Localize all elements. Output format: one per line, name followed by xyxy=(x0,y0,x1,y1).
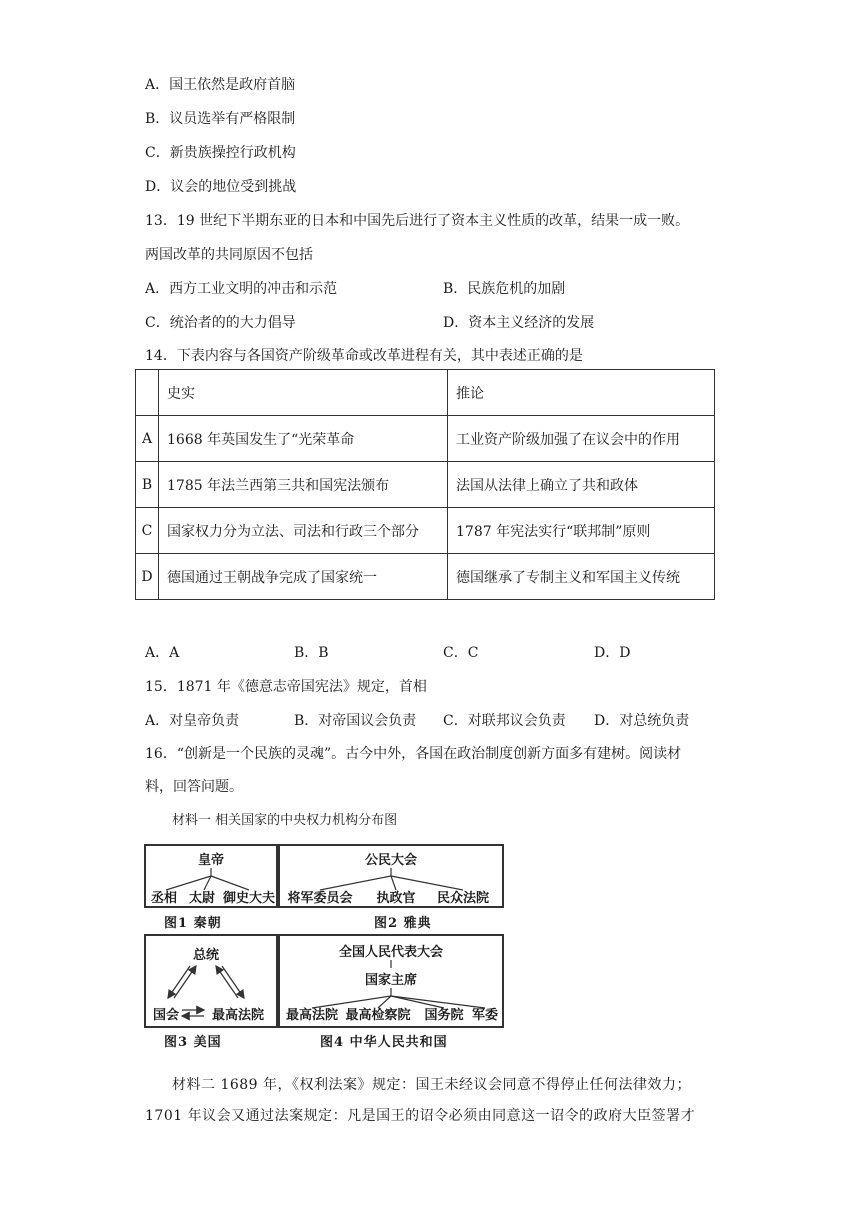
q15-option-b: B．对帝国议会负责 xyxy=(294,713,417,729)
caption-fig4: 图4 中华人民共和国 xyxy=(320,1035,448,1050)
q15-stem: 15．1871 年《德意志帝国宪法》规定，首相 xyxy=(145,679,427,695)
q15-option-d: D．对总统负责 xyxy=(594,713,690,729)
diagram-prc xyxy=(278,934,504,1028)
table-cell-key: D xyxy=(136,554,159,600)
q16-stem-line2: 料，回答问题。 xyxy=(145,779,243,795)
table-cell-key: C xyxy=(136,508,159,554)
q15-option-a: A．对皇帝负责 xyxy=(145,713,240,729)
table-cell-inference: 工业资产阶级加强了在议会中的作用 xyxy=(448,416,715,462)
table-cell-inference: 德国继承了专制主义和军国主义传统 xyxy=(448,554,715,600)
q13-option-a: A．西方工业文明的冲击和示范 xyxy=(145,281,338,297)
table-row xyxy=(136,462,715,508)
qin-chancellor: 丞相 xyxy=(150,891,178,906)
usa-supreme-court: 最高法院 xyxy=(211,1008,265,1023)
table-cell-inference: 1787 年宪法实行“联邦制”原则 xyxy=(448,508,715,554)
diagram-qin xyxy=(144,844,278,908)
table-cell-fact: 国家权力分为立法、司法和行政三个部分 xyxy=(159,508,448,554)
prc-military-commission: 军委 xyxy=(471,1008,499,1023)
table-header-inference: 推论 xyxy=(448,370,715,416)
caption-fig2: 图2 雅典 xyxy=(374,916,432,931)
q13-option-c: C．统治者的的大力倡导 xyxy=(145,315,296,331)
table-header-fact: 史实 xyxy=(159,370,448,416)
qin-censor: 御史大夫 xyxy=(222,891,276,906)
caption-fig3: 图3 美国 xyxy=(164,1035,222,1050)
athens-court: 民众法院 xyxy=(436,891,490,906)
usa-president: 总统 xyxy=(192,948,220,963)
prc-procuratorate: 最高检察院 xyxy=(345,1008,411,1023)
athens-assembly: 公民大会 xyxy=(364,853,418,868)
athens-generals: 将军委员会 xyxy=(287,891,353,906)
material1-title: 材料一 相关国家的中央权力机构分布图 xyxy=(172,813,398,828)
q14-option-b: B．B xyxy=(294,645,329,661)
q13-option-d: D．资本主义经济的发展 xyxy=(443,315,595,331)
table-header-row xyxy=(136,370,715,416)
table-cell-key: A xyxy=(136,416,159,462)
q13-stem-line2: 两国改革的共同原因不包括 xyxy=(145,247,313,263)
q14-stem: 14．下表内容与各国资产阶级革命或改革进程有关，其中表述正确的是 xyxy=(145,348,583,364)
table-row xyxy=(136,508,715,554)
diagram-usa xyxy=(144,934,278,1028)
q12-option-a: A．国王依然是政府首脑 xyxy=(145,77,296,93)
table-row xyxy=(136,416,715,462)
caption-fig1: 图1 秦朝 xyxy=(164,916,222,931)
prc-supreme-court: 最高法院 xyxy=(285,1008,339,1023)
prc-state-council: 国务院 xyxy=(424,1008,464,1023)
q14-option-c: C．C xyxy=(443,645,479,661)
usa-congress: 国会 xyxy=(152,1008,180,1023)
qin-emperor: 皇帝 xyxy=(197,853,225,868)
table-cell-fact: 德国通过王朝战争完成了国家统一 xyxy=(159,554,448,600)
q14-option-a: A．A xyxy=(145,645,180,661)
q14-option-d: D．D xyxy=(594,645,631,661)
table-cell-inference: 法国从法律上确立了共和政体 xyxy=(448,462,715,508)
material2-line2: 1701 年议会又通过法案规定：凡是国王的诏令必须由同意这一诏令的政府大臣签署才 xyxy=(145,1108,696,1124)
q12-option-d: D．议会的地位受到挑战 xyxy=(145,179,297,195)
table-cell-fact: 1785 年法兰西第三共和国宪法颁布 xyxy=(159,462,448,508)
diagram-athens xyxy=(278,844,504,908)
q16-stem-line1: 16．“创新是一个民族的灵魂”。古今中外，各国在政治制度创新方面多有建树。阅读材 xyxy=(145,746,682,762)
q14-table xyxy=(135,369,715,600)
material2-line1: 材料二 1689 年，《权利法案》规定：国王未经议会同意不得停止任何法律效力； xyxy=(172,1077,692,1093)
q15-option-c: C．对联邦议会负责 xyxy=(443,713,566,729)
q13-option-b: B．民族危机的加剧 xyxy=(443,281,566,297)
prc-president: 国家主席 xyxy=(364,973,418,988)
table-row xyxy=(136,554,715,600)
table-cell-key: B xyxy=(136,462,159,508)
table-cell-fact: 1668 年英国发生了“光荣革命 xyxy=(159,416,448,462)
qin-taiwei: 太尉 xyxy=(188,891,216,906)
q13-stem-line1: 13．19 世纪下半期东亚的日本和中国先后进行了资本主义性质的改革，结果一成一败。 xyxy=(145,213,690,229)
q12-option-c: C．新贵族操控行政机构 xyxy=(145,145,296,161)
athens-archon: 执政官 xyxy=(376,891,416,906)
table-header-key xyxy=(136,370,159,416)
prc-npc: 全国人民代表大会 xyxy=(338,945,444,960)
q12-option-b: B．议员选举有严格限制 xyxy=(145,111,296,127)
